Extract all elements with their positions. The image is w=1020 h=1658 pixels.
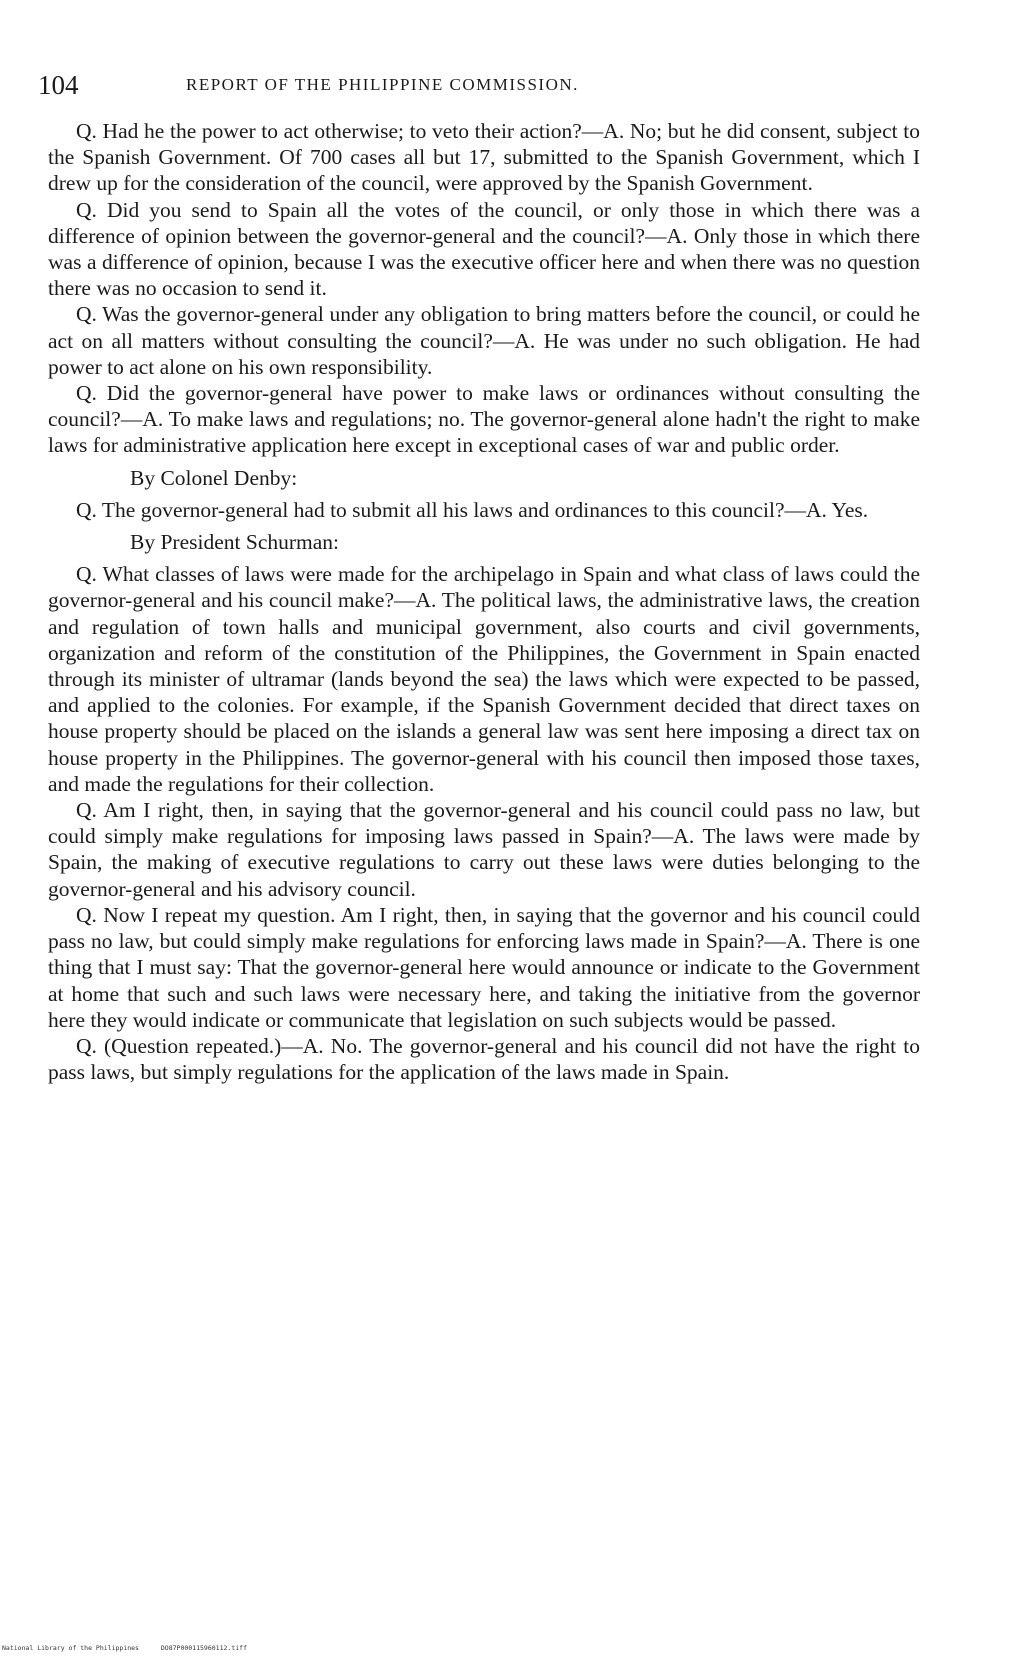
byline-schurman: By President Schurman: [130, 530, 340, 555]
paragraph: Q. Was the governor-general under any obligation to bring matters before the council, or could he act on all matters without consulting the council?—A. He was under no such obligation. He had power to act alone on his own responsibility. [48, 302, 920, 379]
page-header [38, 70, 918, 100]
paragraph: Q. Did you send to Spain all the votes of the council, or only those in which there was a difference of opinion between the governor-general and the council?—A. Only those in which there was a difference of opinion, because I was the executive officer here and when there was no question there was no occasion to send it. [48, 197, 920, 301]
byline-denby: By Colonel Denby: [130, 465, 298, 490]
paragraph: Q. What classes of laws were made for the archipelago in Spain and what class of laws could the governor-general and his council make?—A. The political laws, the administrative laws, the creation and regulation of town halls and municipal government, also courts and civil governments, organization and reform of the constitution of the Philippines, the Government in Spain enacted through its minister of ultramar (lands beyond the sea) the laws which were expected to be passed, and applied to the colonies. For example, if the Spanish Government decided that direct taxes on house property should be placed on the islands a general law was sent here imposing a direct tax on house property in the Philippines. The governor-general with his council then imposed those taxes, and made the regulations for their collection. [48, 562, 920, 796]
paragraph: Q. Now I repeat my question. Am I right, then, in saying that the governor and his council could pass no law, but could simply make regulations for enforcing laws made in Spain?—A. There is one thing that I must say: That the governor-general here would announce or indicate to the Government at home that such and such laws were necessary here, and taking the initiative from the governor here they would indicate or communicate that legislation on such subjects would be passed. [48, 902, 920, 1032]
scan-footer [2, 1644, 265, 1652]
running-title: REPORT OF THE PHILIPPINE COMMISSION. [186, 75, 579, 94]
library-credit: National Library of the Philippines [2, 1644, 139, 1652]
paragraph: Q. Had he the power to act otherwise; to veto their action?—A. No; but he did consent, subject to the Spanish Government. Of 700 cases all but 17, submitted to the Spanish Government, which I drew up for the consideration of the council, were approved by the Spanish Government. [48, 119, 920, 196]
paragraph: Q. (Question repeated.)—A. No. The governor-general and his council did not have the right to pass laws, but simply regulations for the application of the laws made in Spain. [48, 1033, 920, 1085]
paragraph: Q. Am I right, then, in saying that the governor-general and his council could pass no law, but could simply make regulations for imposing laws passed in Spain?—A. The laws were made by Spain, the making of executive regulations to carry out these laws were duties belonging to the governor-general and his advisory council. [48, 798, 920, 901]
paragraph: Q. Did the governor-general have power to make laws or ordinances without consulting the council?—A. To make laws and regulations; no. The governor-general alone hadn't the right to make laws for administrative application here except in exceptional cases of war and public order. [48, 381, 920, 458]
paragraph: Q. The governor-general had to submit all his laws and ordinances to this council?—A. Yes. [76, 497, 869, 522]
page-body [48, 118, 920, 1085]
scan-filename: DO87P000115960112.tiff [160, 1644, 247, 1652]
page-number: 104 [38, 70, 79, 100]
